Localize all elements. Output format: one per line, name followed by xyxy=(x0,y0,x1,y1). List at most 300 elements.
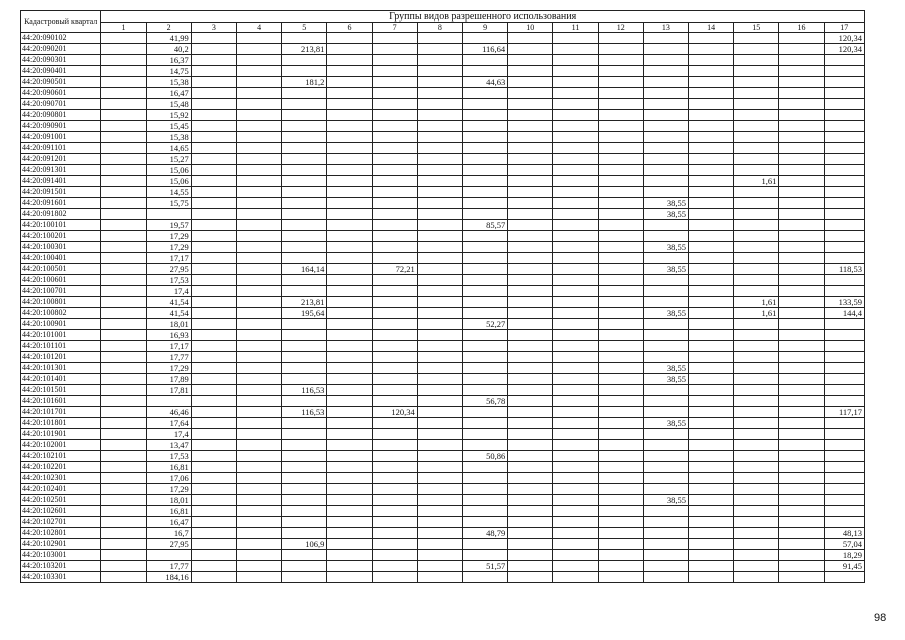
group-2-cell: 17,81 xyxy=(146,385,191,396)
group-13-cell xyxy=(643,121,688,132)
group-2-cell: 15,27 xyxy=(146,154,191,165)
group-17-cell: 117,17 xyxy=(824,407,864,418)
group-7-cell xyxy=(372,44,417,55)
group-7-cell xyxy=(372,396,417,407)
table-row xyxy=(21,264,865,275)
group-6-cell xyxy=(327,517,372,528)
group-3-cell xyxy=(191,374,236,385)
group-14-cell xyxy=(689,132,734,143)
cadastral-quarter-cell: 44:20:090102 xyxy=(21,33,101,44)
group-6-cell xyxy=(327,99,372,110)
table-row xyxy=(21,286,865,297)
group-15-cell xyxy=(734,539,779,550)
group-3-cell xyxy=(191,121,236,132)
group-17-cell xyxy=(824,396,864,407)
group-10-cell xyxy=(508,220,553,231)
group-8-cell xyxy=(417,264,462,275)
cadastral-quarter-cell: 44:20:091201 xyxy=(21,154,101,165)
group-9-cell xyxy=(462,352,507,363)
group-6-cell xyxy=(327,33,372,44)
group-5-cell xyxy=(282,506,327,517)
group-5-cell xyxy=(282,66,327,77)
group-9-cell xyxy=(462,132,507,143)
group-5-cell xyxy=(282,418,327,429)
group-16-cell xyxy=(779,231,824,242)
group-5-cell xyxy=(282,220,327,231)
group-12-cell xyxy=(598,462,643,473)
group-17-cell xyxy=(824,209,864,220)
group-14-cell xyxy=(689,407,734,418)
group-3-cell xyxy=(191,330,236,341)
group-1-cell xyxy=(101,440,146,451)
table-row xyxy=(21,539,865,550)
table-row xyxy=(21,473,865,484)
group-15-cell xyxy=(734,187,779,198)
group-11-cell xyxy=(553,363,598,374)
group-7-cell xyxy=(372,154,417,165)
group-9-cell xyxy=(462,473,507,484)
group-3-cell xyxy=(191,187,236,198)
table-row xyxy=(21,374,865,385)
group-15-cell xyxy=(734,88,779,99)
group-13-cell: 38,55 xyxy=(643,495,688,506)
group-2-cell: 16,7 xyxy=(146,528,191,539)
group-11-cell xyxy=(553,352,598,363)
group-3-cell xyxy=(191,484,236,495)
group-4-cell xyxy=(236,220,281,231)
group-17-cell xyxy=(824,352,864,363)
group-7-cell xyxy=(372,187,417,198)
land-use-table xyxy=(20,10,865,583)
group-3-cell xyxy=(191,506,236,517)
table-row xyxy=(21,396,865,407)
group-14-cell xyxy=(689,429,734,440)
group-14-cell xyxy=(689,33,734,44)
group-17-cell xyxy=(824,143,864,154)
group-11-cell xyxy=(553,407,598,418)
group-16-cell xyxy=(779,110,824,121)
group-1-cell xyxy=(101,341,146,352)
group-3-cell xyxy=(191,275,236,286)
group-12-cell xyxy=(598,198,643,209)
group-4-cell xyxy=(236,77,281,88)
group-7-cell xyxy=(372,77,417,88)
group-12-cell xyxy=(598,528,643,539)
group-5-cell xyxy=(282,253,327,264)
group-3-cell xyxy=(191,517,236,528)
group-12-cell xyxy=(598,220,643,231)
group-2-cell: 41,99 xyxy=(146,33,191,44)
group-12-cell xyxy=(598,517,643,528)
group-11-cell xyxy=(553,121,598,132)
group-11-cell xyxy=(553,495,598,506)
group-4-cell xyxy=(236,99,281,110)
group-11-cell xyxy=(553,506,598,517)
group-16-cell xyxy=(779,187,824,198)
group-2-cell: 17,4 xyxy=(146,429,191,440)
group-15-cell xyxy=(734,264,779,275)
cadastral-quarter-cell: 44:20:100901 xyxy=(21,319,101,330)
group-2-cell: 17,77 xyxy=(146,352,191,363)
group-13-cell xyxy=(643,66,688,77)
group-16-cell xyxy=(779,286,824,297)
group-4-cell xyxy=(236,330,281,341)
group-10-cell xyxy=(508,440,553,451)
group-16-cell xyxy=(779,528,824,539)
group-8-cell xyxy=(417,363,462,374)
group-6-cell xyxy=(327,44,372,55)
group-8-cell xyxy=(417,187,462,198)
group-2-cell: 17,17 xyxy=(146,341,191,352)
group-15-cell xyxy=(734,198,779,209)
group-8-cell xyxy=(417,462,462,473)
group-2-cell: 15,38 xyxy=(146,77,191,88)
group-8-cell xyxy=(417,572,462,583)
group-6-cell xyxy=(327,88,372,99)
group-9-cell xyxy=(462,176,507,187)
group-12-cell xyxy=(598,44,643,55)
group-13-cell xyxy=(643,132,688,143)
group-10-cell xyxy=(508,330,553,341)
group-5-cell xyxy=(282,154,327,165)
group-4-cell xyxy=(236,275,281,286)
group-6-cell xyxy=(327,495,372,506)
group-1-cell xyxy=(101,88,146,99)
group-5-cell xyxy=(282,429,327,440)
group-16-cell xyxy=(779,143,824,154)
group-16-cell xyxy=(779,363,824,374)
group-1-cell xyxy=(101,77,146,88)
group-3-cell xyxy=(191,462,236,473)
group-11-cell xyxy=(553,242,598,253)
group-1-cell xyxy=(101,44,146,55)
group-1-cell xyxy=(101,209,146,220)
group-9-cell xyxy=(462,110,507,121)
group-7-cell xyxy=(372,550,417,561)
cadastral-quarter-cell: 44:20:103001 xyxy=(21,550,101,561)
cadastral-quarter-cell: 44:20:102701 xyxy=(21,517,101,528)
group-6-cell xyxy=(327,506,372,517)
group-9-cell xyxy=(462,539,507,550)
group-7-cell xyxy=(372,275,417,286)
group-10-cell xyxy=(508,99,553,110)
group-2-cell: 13,47 xyxy=(146,440,191,451)
group-15-cell xyxy=(734,484,779,495)
group-11-cell xyxy=(553,88,598,99)
group-12-cell xyxy=(598,209,643,220)
group-12-cell xyxy=(598,176,643,187)
group-16-cell xyxy=(779,33,824,44)
group-17-cell xyxy=(824,462,864,473)
table-row xyxy=(21,176,865,187)
group-17-cell xyxy=(824,77,864,88)
group-14-cell xyxy=(689,572,734,583)
group-8-cell xyxy=(417,495,462,506)
group-9-cell xyxy=(462,495,507,506)
group-3-cell xyxy=(191,77,236,88)
group-10-cell xyxy=(508,242,553,253)
group-3-cell xyxy=(191,253,236,264)
group-9-cell xyxy=(462,88,507,99)
group-17-cell: 18,29 xyxy=(824,550,864,561)
group-7-cell xyxy=(372,561,417,572)
group-11-cell xyxy=(553,396,598,407)
group-3-cell xyxy=(191,407,236,418)
group-6-cell xyxy=(327,440,372,451)
group-10-cell xyxy=(508,121,553,132)
group-9-cell xyxy=(462,341,507,352)
table-row xyxy=(21,319,865,330)
group-2-cell: 15,45 xyxy=(146,121,191,132)
group-7-cell xyxy=(372,308,417,319)
group-15-cell xyxy=(734,440,779,451)
group-17-cell xyxy=(824,121,864,132)
group-15-cell xyxy=(734,517,779,528)
group-3-cell xyxy=(191,429,236,440)
group-number-8: 8 xyxy=(417,23,462,33)
group-15-cell xyxy=(734,220,779,231)
group-15-cell xyxy=(734,451,779,462)
group-1-cell xyxy=(101,330,146,341)
group-11-cell xyxy=(553,165,598,176)
group-4-cell xyxy=(236,572,281,583)
group-10-cell xyxy=(508,275,553,286)
group-8-cell xyxy=(417,308,462,319)
group-3-cell xyxy=(191,143,236,154)
group-8-cell xyxy=(417,385,462,396)
group-4-cell xyxy=(236,132,281,143)
group-12-cell xyxy=(598,484,643,495)
group-4-cell xyxy=(236,55,281,66)
group-13-cell: 38,55 xyxy=(643,242,688,253)
group-10-cell xyxy=(508,231,553,242)
group-16-cell xyxy=(779,319,824,330)
group-1-cell xyxy=(101,286,146,297)
group-6-cell xyxy=(327,319,372,330)
group-5-cell xyxy=(282,462,327,473)
group-6-cell xyxy=(327,330,372,341)
table-row xyxy=(21,407,865,418)
group-11-cell xyxy=(553,385,598,396)
group-6-cell xyxy=(327,539,372,550)
group-7-cell xyxy=(372,66,417,77)
group-15-cell xyxy=(734,110,779,121)
group-9-cell xyxy=(462,209,507,220)
group-5-cell xyxy=(282,374,327,385)
group-10-cell xyxy=(508,506,553,517)
group-12-cell xyxy=(598,121,643,132)
group-13-cell xyxy=(643,319,688,330)
group-6-cell xyxy=(327,572,372,583)
group-8-cell xyxy=(417,396,462,407)
table-row xyxy=(21,297,865,308)
group-14-cell xyxy=(689,88,734,99)
group-2-cell: 27,95 xyxy=(146,264,191,275)
group-14-cell xyxy=(689,55,734,66)
table-row xyxy=(21,418,865,429)
group-17-cell xyxy=(824,495,864,506)
group-14-cell xyxy=(689,374,734,385)
group-10-cell xyxy=(508,264,553,275)
group-17-cell xyxy=(824,451,864,462)
cadastral-quarter-cell: 44:20:101001 xyxy=(21,330,101,341)
group-8-cell xyxy=(417,132,462,143)
group-17-cell: 48,13 xyxy=(824,528,864,539)
group-17-cell: 120,34 xyxy=(824,44,864,55)
group-1-cell xyxy=(101,253,146,264)
group-8-cell xyxy=(417,44,462,55)
group-6-cell xyxy=(327,55,372,66)
group-1-cell xyxy=(101,352,146,363)
group-2-cell: 15,92 xyxy=(146,110,191,121)
cadastral-quarter-cell: 44:20:101201 xyxy=(21,352,101,363)
group-16-cell xyxy=(779,44,824,55)
group-16-cell xyxy=(779,462,824,473)
group-17-cell xyxy=(824,66,864,77)
group-10-cell xyxy=(508,352,553,363)
group-16-cell xyxy=(779,451,824,462)
group-15-cell xyxy=(734,121,779,132)
group-12-cell xyxy=(598,154,643,165)
group-2-cell: 17,77 xyxy=(146,561,191,572)
group-5-cell xyxy=(282,88,327,99)
group-1-cell xyxy=(101,231,146,242)
group-10-cell xyxy=(508,77,553,88)
cadastral-quarter-cell: 44:20:090401 xyxy=(21,66,101,77)
group-1-cell xyxy=(101,66,146,77)
group-number-7: 7 xyxy=(372,23,417,33)
group-15-cell: 1,61 xyxy=(734,297,779,308)
group-15-cell xyxy=(734,462,779,473)
group-4-cell xyxy=(236,495,281,506)
group-11-cell xyxy=(553,253,598,264)
group-12-cell xyxy=(598,297,643,308)
group-1-cell xyxy=(101,165,146,176)
group-17-cell xyxy=(824,242,864,253)
group-4-cell xyxy=(236,165,281,176)
cadastral-quarter-cell: 44:20:101801 xyxy=(21,418,101,429)
group-10-cell xyxy=(508,110,553,121)
group-14-cell xyxy=(689,473,734,484)
group-13-cell xyxy=(643,33,688,44)
table-row xyxy=(21,429,865,440)
group-15-cell xyxy=(734,385,779,396)
group-11-cell xyxy=(553,110,598,121)
group-9-cell xyxy=(462,572,507,583)
group-16-cell xyxy=(779,506,824,517)
group-16-cell xyxy=(779,352,824,363)
group-11-cell xyxy=(553,462,598,473)
group-12-cell xyxy=(598,99,643,110)
group-number-4: 4 xyxy=(236,23,281,33)
group-13-cell xyxy=(643,88,688,99)
group-13-cell xyxy=(643,539,688,550)
group-17-cell xyxy=(824,473,864,484)
group-13-cell xyxy=(643,506,688,517)
group-7-cell xyxy=(372,484,417,495)
group-16-cell xyxy=(779,176,824,187)
group-16-cell xyxy=(779,308,824,319)
group-10-cell xyxy=(508,88,553,99)
group-13-cell xyxy=(643,231,688,242)
group-8-cell xyxy=(417,407,462,418)
group-10-cell xyxy=(508,462,553,473)
group-2-cell: 16,47 xyxy=(146,517,191,528)
group-15-cell xyxy=(734,319,779,330)
cadastral-quarter-cell: 44:20:100301 xyxy=(21,242,101,253)
group-11-cell xyxy=(553,429,598,440)
group-14-cell xyxy=(689,440,734,451)
group-9-cell: 56,78 xyxy=(462,396,507,407)
group-4-cell xyxy=(236,484,281,495)
group-5-cell xyxy=(282,484,327,495)
group-15-cell xyxy=(734,396,779,407)
cadastral-quarter-cell: 44:20:100401 xyxy=(21,253,101,264)
group-10-cell xyxy=(508,176,553,187)
table-row xyxy=(21,231,865,242)
cadastral-quarter-cell: 44:20:102601 xyxy=(21,506,101,517)
group-3-cell xyxy=(191,264,236,275)
group-3-cell xyxy=(191,572,236,583)
table-row xyxy=(21,275,865,286)
group-13-cell: 38,55 xyxy=(643,264,688,275)
group-12-cell xyxy=(598,187,643,198)
group-12-cell xyxy=(598,308,643,319)
cadastral-quarter-cell: 44:20:103201 xyxy=(21,561,101,572)
group-17-cell: 144,4 xyxy=(824,308,864,319)
group-5-cell xyxy=(282,33,327,44)
group-11-cell xyxy=(553,198,598,209)
group-11-cell xyxy=(553,517,598,528)
group-8-cell xyxy=(417,429,462,440)
group-8-cell xyxy=(417,506,462,517)
group-14-cell xyxy=(689,462,734,473)
group-13-cell: 38,55 xyxy=(643,363,688,374)
group-10-cell xyxy=(508,363,553,374)
group-6-cell xyxy=(327,253,372,264)
group-8-cell xyxy=(417,99,462,110)
group-2-cell: 41,54 xyxy=(146,308,191,319)
group-13-cell xyxy=(643,429,688,440)
table-row xyxy=(21,110,865,121)
cadastral-quarter-cell: 44:20:102001 xyxy=(21,440,101,451)
group-2-cell: 14,55 xyxy=(146,187,191,198)
group-3-cell xyxy=(191,66,236,77)
group-5-cell xyxy=(282,451,327,462)
group-9-cell xyxy=(462,231,507,242)
group-2-cell: 41,54 xyxy=(146,297,191,308)
group-8-cell xyxy=(417,165,462,176)
group-16-cell xyxy=(779,220,824,231)
group-8-cell xyxy=(417,451,462,462)
group-10-cell xyxy=(508,66,553,77)
group-4-cell xyxy=(236,528,281,539)
group-10-cell xyxy=(508,209,553,220)
group-9-cell xyxy=(462,253,507,264)
group-14-cell xyxy=(689,242,734,253)
group-17-cell xyxy=(824,198,864,209)
group-13-cell xyxy=(643,473,688,484)
group-1-cell xyxy=(101,121,146,132)
table-row xyxy=(21,165,865,176)
group-3-cell xyxy=(191,319,236,330)
group-8-cell xyxy=(417,220,462,231)
cadastral-quarter-cell: 44:20:100802 xyxy=(21,308,101,319)
group-9-cell xyxy=(462,374,507,385)
group-2-cell: 16,81 xyxy=(146,506,191,517)
group-17-cell xyxy=(824,330,864,341)
group-13-cell xyxy=(643,297,688,308)
